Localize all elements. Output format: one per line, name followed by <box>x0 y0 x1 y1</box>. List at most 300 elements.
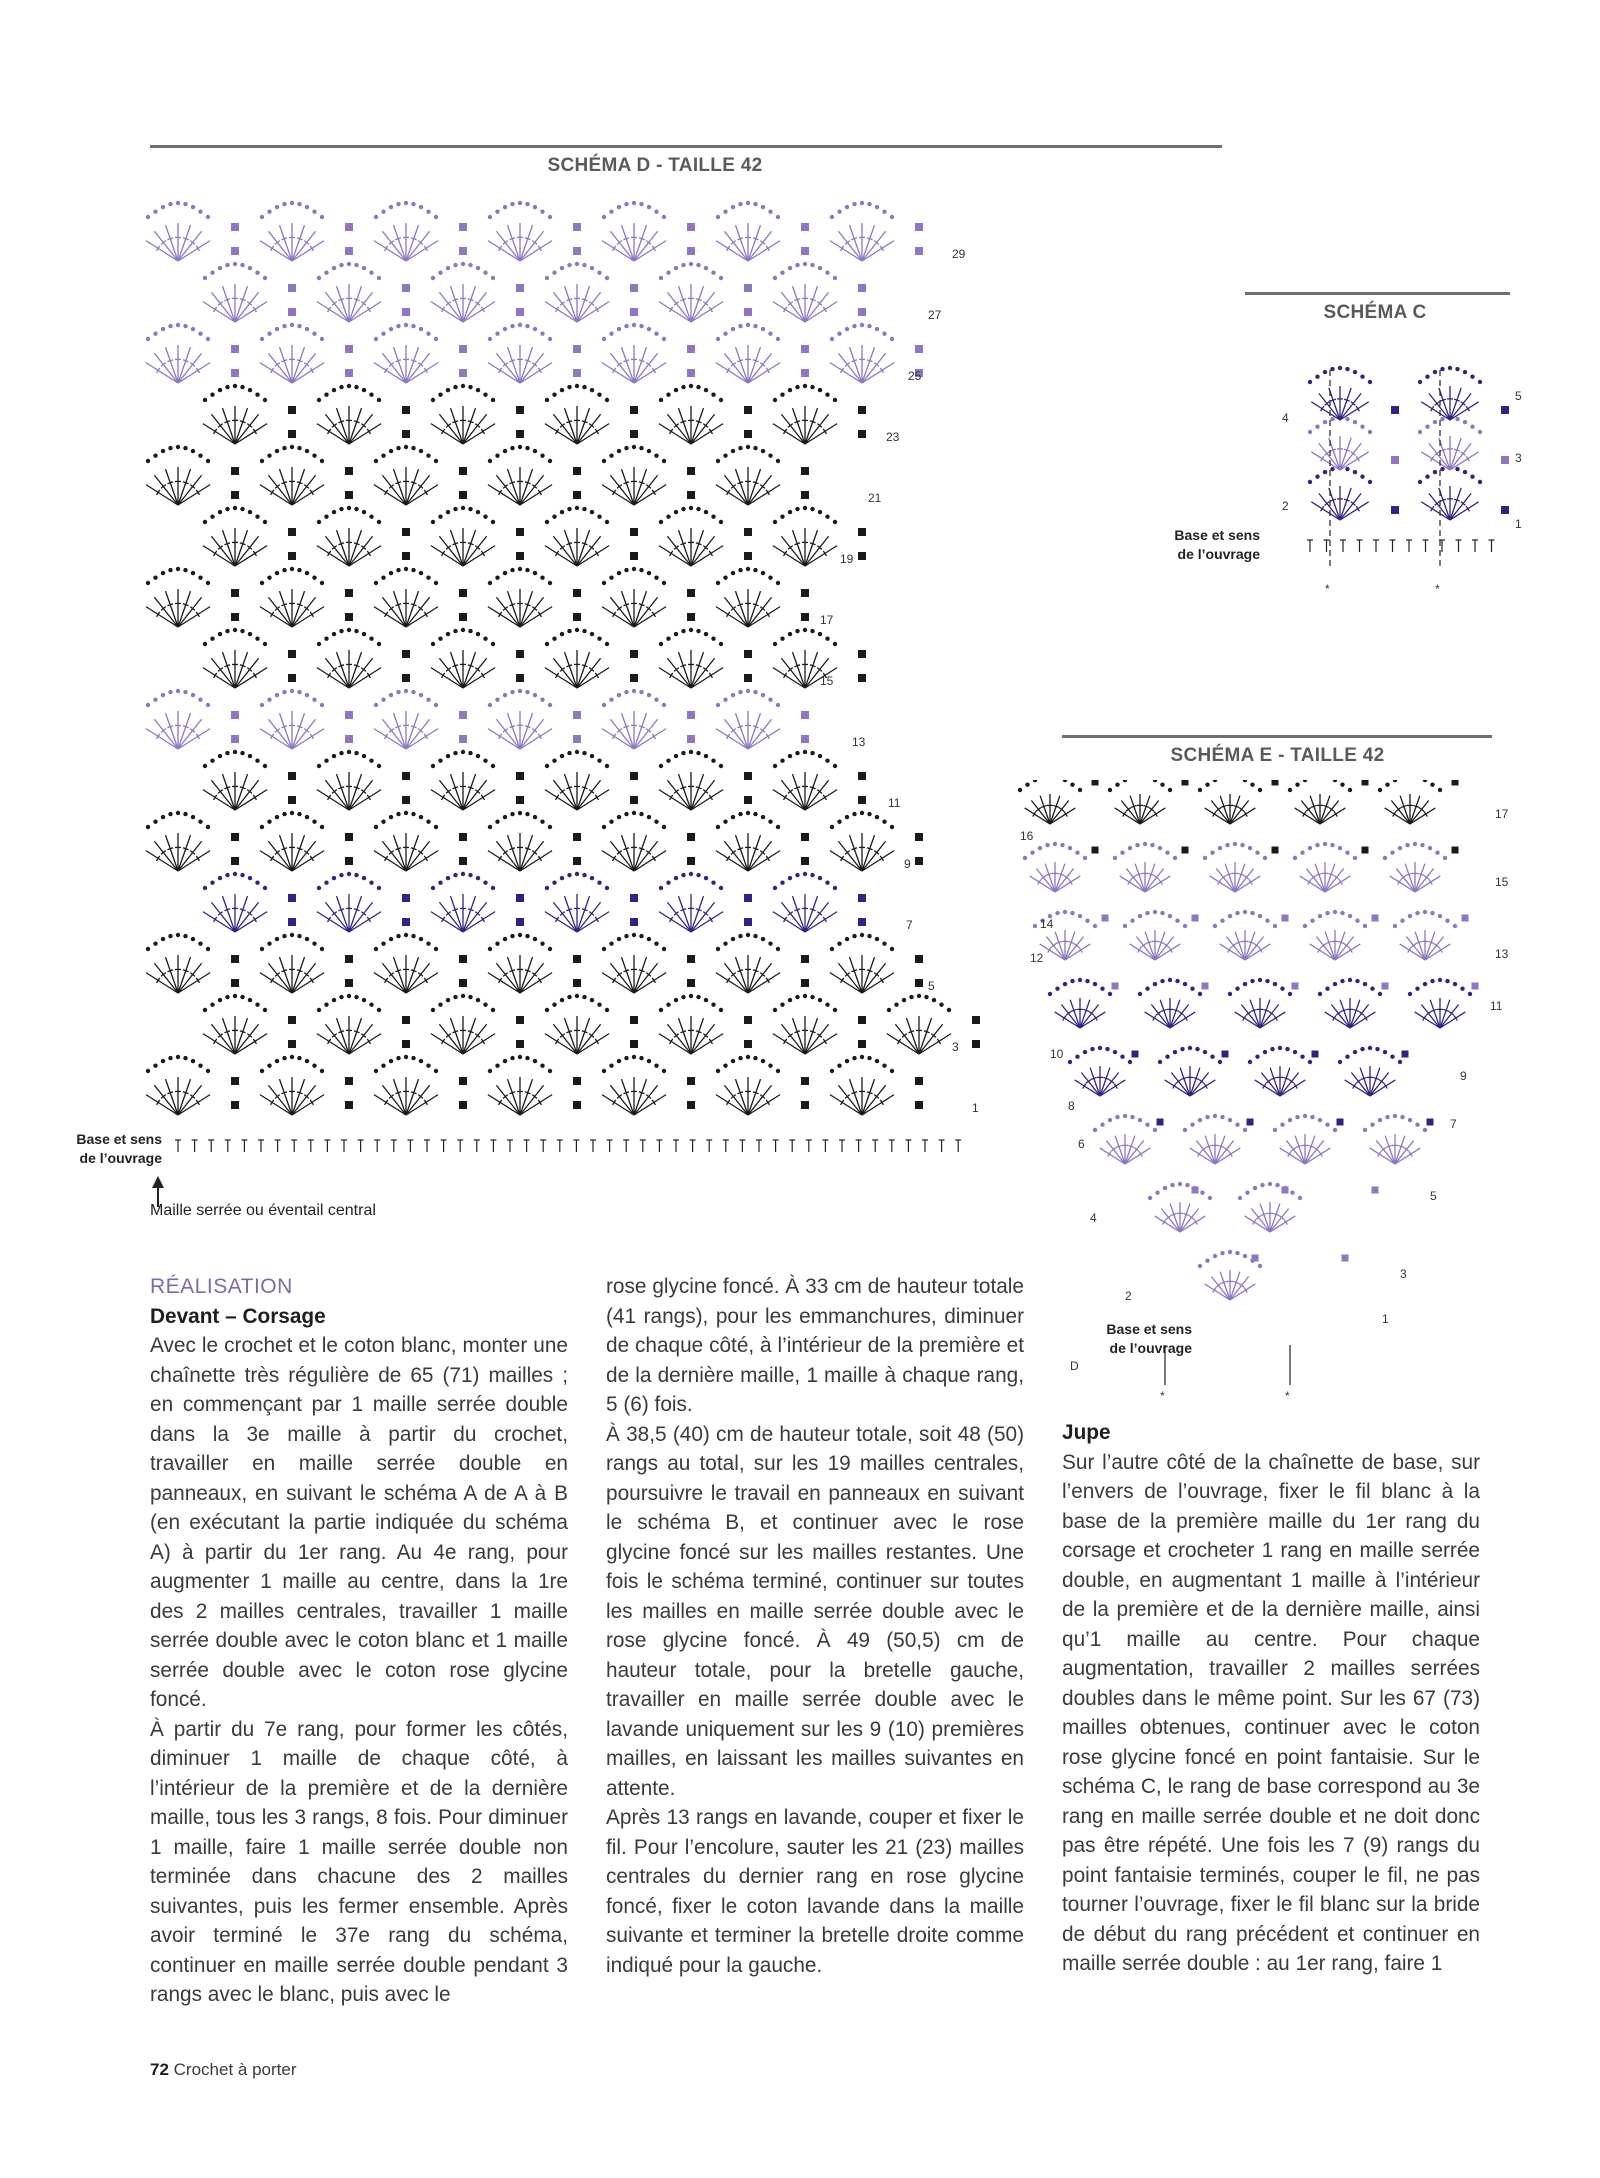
chain-dot <box>183 446 187 450</box>
chain-dot <box>860 1055 864 1059</box>
chain-dot <box>867 202 871 206</box>
chain-dot <box>753 202 757 206</box>
chain-dot <box>297 324 301 328</box>
chain-dot <box>191 205 195 209</box>
chain-dot <box>389 571 393 575</box>
fan-symbol <box>659 406 723 444</box>
chain-dot <box>1468 992 1472 996</box>
chain-dot <box>1233 842 1237 846</box>
chain-dot <box>818 388 822 392</box>
chain-dot <box>1190 1122 1194 1126</box>
chain-dot <box>377 520 381 524</box>
stitch-square <box>630 552 638 560</box>
chain-dot <box>525 812 529 816</box>
chain-dot <box>1445 979 1449 983</box>
row-number: 7 <box>1450 1117 1457 1131</box>
stitch-square <box>231 979 239 987</box>
chain-dot <box>161 693 165 697</box>
chain-dot <box>233 506 237 510</box>
stitch-square <box>459 613 467 621</box>
chain-dot <box>210 758 214 762</box>
fan-symbol <box>1075 1066 1126 1096</box>
chain-dot <box>590 388 594 392</box>
chain-dot <box>483 514 487 518</box>
chain-dot <box>1273 982 1277 986</box>
fan-symbol <box>203 528 267 566</box>
fan-symbol <box>374 1077 438 1115</box>
chain-dot <box>1408 914 1412 918</box>
stitch-square <box>516 552 524 560</box>
chain-dot <box>369 758 373 762</box>
chain-dot <box>312 209 316 213</box>
chain-dot <box>369 1002 373 1006</box>
fan-symbol <box>488 345 552 383</box>
chain-dot <box>369 636 373 640</box>
chain-dot <box>183 690 187 694</box>
chain-dot <box>696 995 700 999</box>
chain-dot <box>1135 843 1139 847</box>
stitch-square <box>1272 847 1279 854</box>
stitch-square <box>801 1077 809 1085</box>
chain-dot <box>567 995 571 999</box>
chain-dot <box>389 327 393 331</box>
chain-dot <box>639 446 643 450</box>
chain-dot <box>347 262 351 266</box>
chain-dot <box>560 388 564 392</box>
chain-dot <box>1478 480 1482 484</box>
chain-dot <box>1198 1118 1202 1122</box>
chain-dot <box>731 815 735 819</box>
chain-dot <box>483 270 487 274</box>
chain-dot <box>1300 1054 1304 1058</box>
row-number: 15 <box>820 674 834 688</box>
chain-dot <box>320 1069 324 1073</box>
row-number: 11 <box>1490 999 1503 1013</box>
chain-dot <box>867 934 871 938</box>
chain-dot <box>225 873 229 877</box>
chain-dot <box>153 697 157 701</box>
fan-symbol <box>1390 862 1441 892</box>
chain-dot <box>1113 856 1117 860</box>
stitch-square <box>1182 780 1189 786</box>
chain-dot <box>545 520 549 524</box>
chain-dot <box>1425 374 1429 378</box>
schema-d-rule <box>150 145 1222 148</box>
row-number: 3 <box>952 1040 959 1054</box>
chain-dot <box>947 1008 951 1012</box>
stitch-square <box>630 772 638 780</box>
fan-symbol <box>1055 998 1106 1028</box>
chain-dot <box>597 392 601 396</box>
chain-dot <box>240 263 244 267</box>
chain-dot <box>198 575 202 579</box>
chain-dot <box>761 937 765 941</box>
stitch-square <box>345 589 353 597</box>
chain-dot <box>267 941 271 945</box>
stitch-square <box>459 1077 467 1085</box>
chain-dot <box>183 568 187 572</box>
fan-symbol <box>830 1077 894 1115</box>
stitch-square <box>231 1101 239 1109</box>
chain-dot <box>597 880 601 884</box>
chain-dot <box>1478 380 1482 384</box>
chain-dot <box>548 459 552 463</box>
chain-dot <box>146 215 150 219</box>
stitch-square <box>516 650 524 658</box>
fan-symbol <box>545 528 609 566</box>
chain-dot <box>1323 470 1327 474</box>
stitch-square <box>744 1016 752 1024</box>
chain-dot <box>1228 1250 1232 1254</box>
chain-dot <box>609 819 613 823</box>
star-icon: * <box>1285 1389 1290 1400</box>
chain-dot <box>1183 924 1187 928</box>
stitch-square <box>630 796 638 804</box>
row-number: 9 <box>1460 1069 1467 1083</box>
chain-dot <box>875 937 879 941</box>
chain-dot <box>776 1069 780 1073</box>
chain-dot <box>548 337 552 341</box>
chain-dot <box>654 331 658 335</box>
chain-dot <box>1385 1115 1389 1119</box>
chain-dot <box>1378 788 1382 792</box>
text-column-2 <box>606 1272 1024 1980</box>
chain-dot <box>198 819 202 823</box>
fan-symbol <box>203 894 267 932</box>
chain-dot <box>468 263 472 267</box>
chain-dot <box>738 446 742 450</box>
chain-dot <box>795 873 799 877</box>
chain-dot <box>818 632 822 636</box>
chain-dot <box>788 632 792 636</box>
chain-dot <box>1435 850 1439 854</box>
chain-dot <box>332 510 336 514</box>
stitch-square <box>630 650 638 658</box>
chain-dot <box>1408 992 1412 996</box>
chain-dot <box>1325 986 1329 990</box>
chain-dot <box>617 327 621 331</box>
chain-dot <box>476 876 480 880</box>
chain-dot <box>773 520 777 524</box>
schema-e-title: SCHÉMA E - TAILLE 42 <box>1170 745 1385 766</box>
chain-dot <box>168 446 172 450</box>
chain-dot <box>510 812 514 816</box>
chain-dot <box>453 385 457 389</box>
chain-dot <box>1075 850 1079 854</box>
stitch-square <box>972 1016 980 1024</box>
chain-dot <box>168 202 172 206</box>
chain-dot <box>183 324 187 328</box>
chain-dot <box>1370 1122 1374 1126</box>
stitch-square <box>516 528 524 536</box>
chain-dot <box>396 568 400 572</box>
chain-dot <box>723 941 727 945</box>
chain-dot <box>305 205 309 209</box>
chain-dot <box>255 758 259 762</box>
chain-dot <box>1205 782 1209 786</box>
fan-symbol <box>602 223 666 261</box>
chain-dot <box>434 947 438 951</box>
chain-dot <box>1345 367 1349 371</box>
chain-dot <box>1308 846 1312 850</box>
chain-dot <box>240 873 244 877</box>
chain-dot <box>659 276 663 280</box>
chain-dot <box>210 1002 214 1006</box>
chain-dot <box>374 703 378 707</box>
fan-symbol <box>488 589 552 627</box>
row-number: 11 <box>888 796 901 810</box>
row-number: 13 <box>1495 947 1509 961</box>
chain-dot <box>381 1063 385 1067</box>
stitch-square <box>231 613 239 621</box>
schema-c-title: SCHÉMA C <box>1323 302 1427 323</box>
chain-dot <box>411 324 415 328</box>
chain-dot <box>488 337 492 341</box>
subheading-devant: Devant – Corsage <box>150 1304 326 1328</box>
chain-dot <box>624 934 628 938</box>
chain-dot <box>780 514 784 518</box>
chain-dot <box>639 568 643 572</box>
chain-dot <box>837 819 841 823</box>
chain-dot <box>1300 850 1304 854</box>
stitch-square <box>915 1101 923 1109</box>
chain-dot <box>525 324 529 328</box>
chain-dot <box>795 995 799 999</box>
stitch-square <box>573 491 581 499</box>
stitch-square <box>573 735 581 743</box>
chain-dot <box>818 876 822 880</box>
chain-dot <box>1175 979 1179 983</box>
chain-dot <box>488 703 492 707</box>
stitch-square <box>516 796 524 804</box>
chain-dot <box>1183 982 1187 986</box>
chain-dot <box>374 581 378 585</box>
chain-dot <box>825 1002 829 1006</box>
stitch-square <box>573 613 581 621</box>
stitch-square <box>744 308 752 316</box>
chain-dot <box>1128 846 1132 850</box>
stitch-square <box>801 589 809 597</box>
chain-dot <box>624 202 628 206</box>
stitch-square <box>1452 780 1459 786</box>
chain-dot <box>1453 982 1457 986</box>
chain-dot <box>1205 1115 1209 1119</box>
chain-dot <box>605 1008 609 1012</box>
chain-dot <box>503 327 507 331</box>
chain-dot <box>396 812 400 816</box>
chain-dot <box>1120 1054 1124 1058</box>
paragraph: Après 13 rangs en lavande, couper et fixer le fil. Pour l’encolure, sauter les 21 (23) mailles centrales du dernier rang en rose glycine foncé, fixer le coton lavande dans la maille suivante et terminer la bretelle droite comme indiqué pour la gauche. <box>606 1806 1024 1977</box>
chain-dot <box>825 270 829 274</box>
chain-dot <box>198 331 202 335</box>
chain-dot <box>146 825 150 829</box>
chain-dot <box>852 1056 856 1060</box>
row-number: 7 <box>906 918 913 932</box>
chain-dot <box>1315 843 1319 847</box>
chain-dot <box>1145 1122 1149 1126</box>
chain-dot <box>377 1008 381 1012</box>
fan-symbol <box>374 345 438 383</box>
chain-dot <box>389 205 393 209</box>
chain-dot <box>419 327 423 331</box>
chain-dot <box>867 1056 871 1060</box>
chain-dot <box>347 384 351 388</box>
magazine-name: Crochet à porter <box>173 2060 297 2079</box>
chain-dot <box>324 880 328 884</box>
row-number: 21 <box>868 491 882 505</box>
chain-dot <box>240 629 244 633</box>
stitch-square <box>630 284 638 292</box>
fan-symbol <box>1300 862 1351 892</box>
chain-dot <box>776 337 780 341</box>
stitch-square <box>687 589 695 597</box>
chain-dot <box>662 1069 666 1073</box>
fan-symbol <box>1400 930 1451 960</box>
chain-dot <box>647 327 651 331</box>
chain-dot <box>305 815 309 819</box>
chain-dot <box>362 632 366 636</box>
chain-dot <box>191 937 195 941</box>
chain-dot <box>716 459 720 463</box>
fan-symbol <box>1370 1134 1421 1164</box>
fan-symbol <box>716 467 780 505</box>
row-number: 25 <box>908 369 922 383</box>
stitch-square <box>573 589 581 597</box>
chain-dot <box>788 388 792 392</box>
chain-dot <box>396 324 400 328</box>
chain-dot <box>624 690 628 694</box>
chain-dot <box>1250 911 1254 915</box>
stitch-square <box>801 857 809 865</box>
fan-symbol <box>1205 1270 1256 1300</box>
stitch-square <box>459 735 467 743</box>
chain-dot <box>297 446 301 450</box>
chain-dot <box>776 947 780 951</box>
chain-dot <box>168 812 172 816</box>
chain-dot <box>396 690 400 694</box>
stitch-square <box>288 284 296 292</box>
chain-dot <box>1198 1264 1202 1268</box>
stitch-square <box>744 674 752 682</box>
chain-dot <box>716 1069 720 1073</box>
chain-dot <box>860 933 864 937</box>
chain-dot <box>176 933 180 937</box>
chain-dot <box>161 1059 165 1063</box>
chain-dot <box>533 449 537 453</box>
chain-dot <box>1348 978 1352 982</box>
row-number: 5 <box>928 979 935 993</box>
chain-dot <box>183 202 187 206</box>
chain-dot <box>773 764 777 768</box>
chain-dot <box>168 324 172 328</box>
chain-dot <box>374 459 378 463</box>
chain-dot <box>255 514 259 518</box>
chain-dot <box>282 812 286 816</box>
chain-dot <box>560 632 564 636</box>
stitch-square <box>858 796 866 804</box>
chain-dot <box>1353 1050 1357 1054</box>
chain-dot <box>1420 843 1424 847</box>
chain-dot <box>681 995 685 999</box>
fan-symbol <box>1130 930 1181 960</box>
chain-dot <box>1203 856 1207 860</box>
chain-dot <box>332 388 336 392</box>
chain-dot <box>1210 850 1214 854</box>
chain-dot <box>503 815 507 819</box>
chain-dot <box>176 1055 180 1059</box>
chain-dot <box>704 876 708 880</box>
fan-symbol <box>317 772 381 810</box>
stitch-square <box>858 308 866 316</box>
chain-dot <box>491 764 495 768</box>
chain-dot <box>833 398 837 402</box>
stitch-square <box>1427 1119 1434 1126</box>
fan-symbol <box>1255 1066 1306 1096</box>
chain-dot <box>225 385 229 389</box>
chain-dot <box>602 581 606 585</box>
chain-dot <box>369 514 373 518</box>
stitch-square <box>1222 1051 1229 1058</box>
fan-symbol <box>1415 998 1466 1028</box>
chain-dot <box>225 995 229 999</box>
chain-dot <box>290 323 294 327</box>
chain-dot <box>548 947 552 951</box>
stitch-square <box>288 796 296 804</box>
row-number: 15 <box>1495 875 1509 889</box>
stitch-square <box>516 284 524 292</box>
row-number: 29 <box>952 247 966 261</box>
chain-dot <box>1345 417 1349 421</box>
chain-dot <box>1323 842 1327 846</box>
chain-dot <box>369 270 373 274</box>
stitch-square <box>459 223 467 231</box>
fan-symbol <box>260 711 324 749</box>
chain-dot <box>1228 1118 1232 1122</box>
row-number: 17 <box>1495 807 1509 821</box>
chain-dot <box>161 571 165 575</box>
chain-dot <box>374 825 378 829</box>
chain-dot <box>1130 918 1134 922</box>
stitch-square <box>1372 1187 1379 1194</box>
fan-symbol <box>602 833 666 871</box>
chain-dot <box>176 323 180 327</box>
row-number: 8 <box>1068 1099 1075 1113</box>
chain-dot <box>1310 918 1314 922</box>
fan-symbol <box>830 345 894 383</box>
fan-symbol <box>1155 1202 1206 1232</box>
chain-dot <box>810 507 814 511</box>
chain-dot <box>746 323 750 327</box>
chain-dot <box>590 510 594 514</box>
chain-dot <box>191 693 195 697</box>
chain-dot <box>153 453 157 457</box>
fan-symbol <box>488 467 552 505</box>
chain-dot <box>1375 1047 1379 1051</box>
chain-dot <box>639 690 643 694</box>
chain-dot <box>1213 924 1217 928</box>
chain-dot <box>510 446 514 450</box>
chain-dot <box>545 398 549 402</box>
stitch-square <box>1362 847 1369 854</box>
chain-dot <box>1038 846 1042 850</box>
chain-dot <box>1235 986 1239 990</box>
chain-dot <box>153 575 157 579</box>
chain-dot <box>533 937 537 941</box>
chain-dot <box>830 947 834 951</box>
fan-symbol <box>431 1016 495 1054</box>
fan-symbol <box>1220 930 1271 960</box>
chain-dot <box>818 998 822 1002</box>
